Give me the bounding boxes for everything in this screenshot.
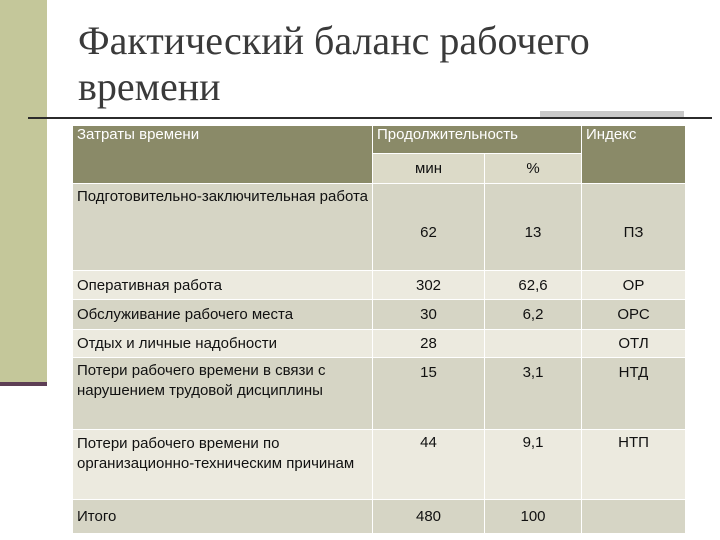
- row-label: Потери рабочего времени в связи с нарушением трудовой дисциплины: [73, 358, 373, 430]
- header-percent: %: [485, 154, 582, 184]
- table-row: [73, 271, 686, 300]
- row-percent: [485, 330, 582, 358]
- row-index: ОР: [582, 271, 686, 300]
- table-row: [73, 184, 686, 271]
- row-percent: 9,1: [485, 430, 582, 500]
- table-row: [73, 330, 686, 358]
- row-percent: 6,2: [485, 300, 582, 330]
- row-minutes: 480: [373, 500, 485, 534]
- left-decorative-bar: [0, 0, 47, 382]
- row-index: НТП: [582, 430, 686, 500]
- row-label: Подготовительно-заключительная работа: [73, 184, 373, 271]
- row-percent: 13: [485, 184, 582, 271]
- row-percent: 3,1: [485, 358, 582, 430]
- row-minutes: 44: [373, 430, 485, 500]
- row-label: Оперативная работа: [73, 271, 373, 300]
- row-index: ПЗ: [582, 184, 686, 271]
- row-minutes: 15: [373, 358, 485, 430]
- row-minutes: 302: [373, 271, 485, 300]
- row-index: ОТЛ: [582, 330, 686, 358]
- row-percent: 100: [485, 500, 582, 534]
- row-minutes: 30: [373, 300, 485, 330]
- header-index: Индекс: [582, 126, 686, 184]
- row-label: Потери рабочего времени по организационно-техническим причинам: [73, 430, 373, 500]
- title-underline: [28, 117, 712, 119]
- row-percent: 62,6: [485, 271, 582, 300]
- row-minutes: 28: [373, 330, 485, 358]
- table-row: [73, 300, 686, 330]
- table-row: [73, 358, 686, 430]
- header-minutes: мин: [373, 154, 485, 184]
- row-index: ОРС: [582, 300, 686, 330]
- header-time-costs: Затраты времени: [73, 126, 373, 184]
- row-label: Обслуживание рабочего места: [73, 300, 373, 330]
- row-label: Отдых и личные надобности: [73, 330, 373, 358]
- row-index: НТД: [582, 358, 686, 430]
- time-balance-table: [72, 125, 686, 534]
- header-duration: Продолжительность: [373, 126, 582, 154]
- row-index: [582, 500, 686, 534]
- left-bar-accent: [0, 382, 47, 386]
- table-row: [73, 430, 686, 500]
- row-label: Итого: [73, 500, 373, 534]
- table-row-total: [73, 500, 686, 534]
- row-minutes: 62: [373, 184, 485, 271]
- table-header-row: [73, 126, 686, 154]
- slide-title: Фактический баланс рабочего времени: [78, 18, 590, 109]
